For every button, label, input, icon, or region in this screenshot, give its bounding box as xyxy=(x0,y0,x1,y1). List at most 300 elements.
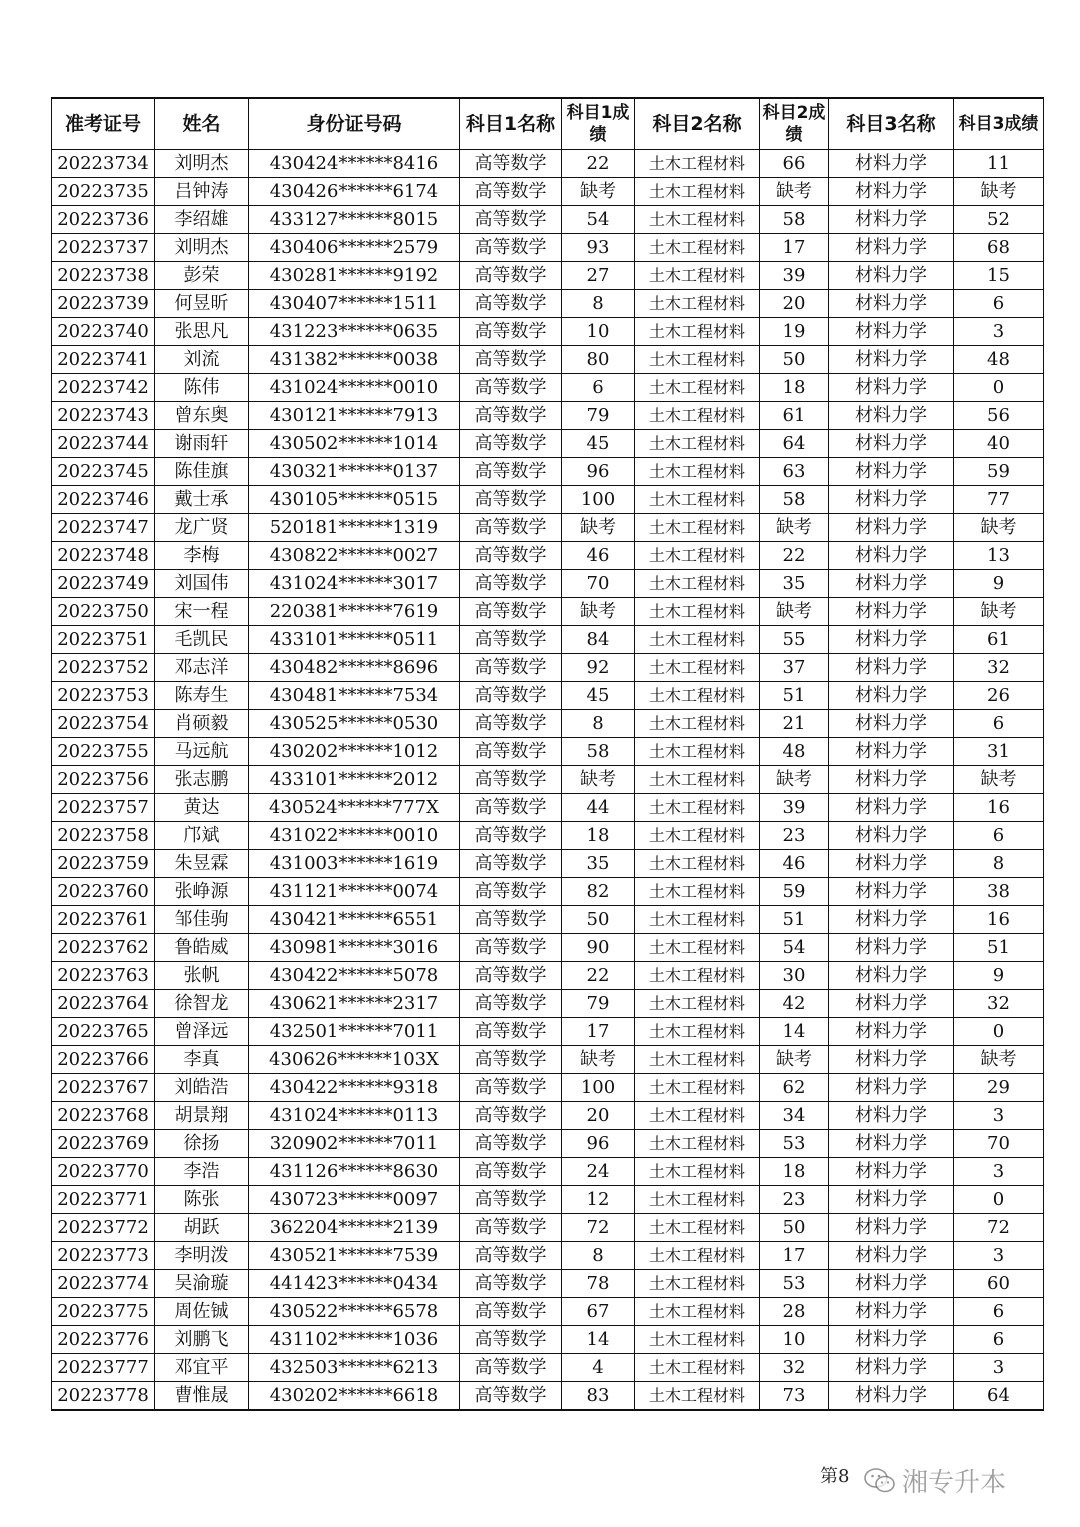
cell-name: 邝斌 xyxy=(155,822,249,850)
table-row xyxy=(52,1298,1044,1326)
cell-subject3-score: 6 xyxy=(954,290,1044,318)
cell-subject3-score: 38 xyxy=(954,878,1044,906)
table-row xyxy=(52,906,1044,934)
cell-exam-id: 20223776 xyxy=(52,1326,155,1354)
cell-id-number: 431382******0038 xyxy=(249,346,460,374)
cell-id-number: 431126******8630 xyxy=(249,1158,460,1186)
cell-exam-id: 20223741 xyxy=(52,346,155,374)
cell-exam-id: 20223768 xyxy=(52,1102,155,1130)
cell-subject1-name: 高等数学 xyxy=(460,150,562,178)
cell-subject3-score: 6 xyxy=(954,822,1044,850)
cell-name: 黄达 xyxy=(155,794,249,822)
cell-subject2-name: 土木工程材料 xyxy=(635,766,760,794)
cell-id-number: 430407******1511 xyxy=(249,290,460,318)
table-row xyxy=(52,346,1044,374)
cell-name: 胡景翔 xyxy=(155,1102,249,1130)
cell-subject2-score: 10 xyxy=(760,1326,829,1354)
cell-subject3-name: 材料力学 xyxy=(829,486,954,514)
table-row xyxy=(52,234,1044,262)
cell-subject1-name: 高等数学 xyxy=(460,1214,562,1242)
cell-id-number: 430424******8416 xyxy=(249,150,460,178)
cell-subject2-score: 66 xyxy=(760,150,829,178)
table-row xyxy=(52,934,1044,962)
cell-name: 曹惟晟 xyxy=(155,1382,249,1411)
cell-exam-id: 20223742 xyxy=(52,374,155,402)
cell-subject2-score: 58 xyxy=(760,206,829,234)
table-row xyxy=(52,458,1044,486)
cell-subject3-name: 材料力学 xyxy=(829,710,954,738)
cell-exam-id: 20223752 xyxy=(52,654,155,682)
cell-subject3-name: 材料力学 xyxy=(829,234,954,262)
cell-subject1-score: 100 xyxy=(562,1074,635,1102)
cell-subject1-name: 高等数学 xyxy=(460,598,562,626)
cell-name: 徐扬 xyxy=(155,1130,249,1158)
cell-subject3-score: 51 xyxy=(954,934,1044,962)
table-row xyxy=(52,1270,1044,1298)
cell-subject2-name: 土木工程材料 xyxy=(635,1018,760,1046)
cell-name: 彭荣 xyxy=(155,262,249,290)
cell-subject2-name: 土木工程材料 xyxy=(635,1354,760,1382)
score-table xyxy=(51,97,1044,1411)
cell-id-number: 431024******3017 xyxy=(249,570,460,598)
cell-subject3-name: 材料力学 xyxy=(829,990,954,1018)
cell-name: 邓志洋 xyxy=(155,654,249,682)
header-subject2-name: 科目2名称 xyxy=(635,98,760,150)
cell-subject1-score: 83 xyxy=(562,1382,635,1411)
cell-subject1-name: 高等数学 xyxy=(460,486,562,514)
cell-subject2-name: 土木工程材料 xyxy=(635,1326,760,1354)
cell-name: 陈寿生 xyxy=(155,682,249,710)
cell-subject1-name: 高等数学 xyxy=(460,262,562,290)
cell-subject1-score: 缺考 xyxy=(562,178,635,206)
cell-subject1-name: 高等数学 xyxy=(460,710,562,738)
cell-subject1-name: 高等数学 xyxy=(460,682,562,710)
cell-subject2-score: 35 xyxy=(760,570,829,598)
cell-subject2-score: 50 xyxy=(760,1214,829,1242)
table-row xyxy=(52,962,1044,990)
cell-id-number: 431022******0010 xyxy=(249,822,460,850)
cell-subject2-name: 土木工程材料 xyxy=(635,318,760,346)
cell-subject3-name: 材料力学 xyxy=(829,1130,954,1158)
cell-subject2-score: 55 xyxy=(760,626,829,654)
cell-id-number: 430105******0515 xyxy=(249,486,460,514)
cell-exam-id: 20223769 xyxy=(52,1130,155,1158)
cell-subject3-name: 材料力学 xyxy=(829,570,954,598)
cell-subject2-name: 土木工程材料 xyxy=(635,458,760,486)
cell-subject3-name: 材料力学 xyxy=(829,430,954,458)
cell-subject3-score: 68 xyxy=(954,234,1044,262)
cell-subject2-score: 缺考 xyxy=(760,178,829,206)
cell-subject2-score: 14 xyxy=(760,1018,829,1046)
cell-id-number: 430524******777X xyxy=(249,794,460,822)
cell-name: 鲁皓威 xyxy=(155,934,249,962)
cell-subject2-score: 18 xyxy=(760,1158,829,1186)
table-row xyxy=(52,1186,1044,1214)
cell-name: 李浩 xyxy=(155,1158,249,1186)
cell-subject1-name: 高等数学 xyxy=(460,178,562,206)
cell-subject3-score: 6 xyxy=(954,1326,1044,1354)
cell-subject1-score: 12 xyxy=(562,1186,635,1214)
cell-subject3-name: 材料力学 xyxy=(829,962,954,990)
cell-subject1-score: 27 xyxy=(562,262,635,290)
cell-subject3-score: 缺考 xyxy=(954,514,1044,542)
cell-exam-id: 20223763 xyxy=(52,962,155,990)
table-row xyxy=(52,626,1044,654)
cell-subject1-score: 45 xyxy=(562,682,635,710)
table-row xyxy=(52,738,1044,766)
cell-subject3-score: 9 xyxy=(954,570,1044,598)
table-header xyxy=(52,98,1044,150)
cell-subject2-name: 土木工程材料 xyxy=(635,1270,760,1298)
table-row xyxy=(52,1242,1044,1270)
cell-exam-id: 20223764 xyxy=(52,990,155,1018)
cell-subject1-name: 高等数学 xyxy=(460,374,562,402)
cell-subject1-score: 18 xyxy=(562,822,635,850)
cell-subject3-name: 材料力学 xyxy=(829,346,954,374)
cell-subject3-score: 3 xyxy=(954,1158,1044,1186)
page-footer xyxy=(820,1462,849,1488)
cell-subject2-name: 土木工程材料 xyxy=(635,262,760,290)
cell-subject1-score: 50 xyxy=(562,906,635,934)
cell-subject3-name: 材料力学 xyxy=(829,598,954,626)
cell-subject1-score: 46 xyxy=(562,542,635,570)
cell-subject1-name: 高等数学 xyxy=(460,1046,562,1074)
cell-id-number: 220381******7619 xyxy=(249,598,460,626)
cell-subject1-name: 高等数学 xyxy=(460,542,562,570)
cell-subject2-score: 18 xyxy=(760,374,829,402)
cell-subject3-name: 材料力学 xyxy=(829,682,954,710)
cell-name: 张帆 xyxy=(155,962,249,990)
cell-subject3-score: 0 xyxy=(954,1186,1044,1214)
header-name: 姓名 xyxy=(155,98,249,150)
cell-subject2-name: 土木工程材料 xyxy=(635,346,760,374)
cell-id-number: 431024******0113 xyxy=(249,1102,460,1130)
cell-exam-id: 20223737 xyxy=(52,234,155,262)
cell-name: 陈伟 xyxy=(155,374,249,402)
cell-subject2-score: 51 xyxy=(760,906,829,934)
table-row xyxy=(52,290,1044,318)
cell-subject3-score: 13 xyxy=(954,542,1044,570)
cell-subject2-name: 土木工程材料 xyxy=(635,626,760,654)
cell-name: 李绍雄 xyxy=(155,206,249,234)
cell-name: 张志鹏 xyxy=(155,766,249,794)
cell-subject2-name: 土木工程材料 xyxy=(635,1214,760,1242)
cell-subject3-name: 材料力学 xyxy=(829,1270,954,1298)
cell-subject2-name: 土木工程材料 xyxy=(635,1158,760,1186)
cell-subject1-name: 高等数学 xyxy=(460,1018,562,1046)
cell-id-number: 432501******7011 xyxy=(249,1018,460,1046)
cell-subject3-name: 材料力学 xyxy=(829,934,954,962)
cell-subject3-name: 材料力学 xyxy=(829,822,954,850)
cell-name: 张峥源 xyxy=(155,878,249,906)
cell-subject3-score: 29 xyxy=(954,1074,1044,1102)
cell-subject2-name: 土木工程材料 xyxy=(635,402,760,430)
cell-subject1-score: 4 xyxy=(562,1354,635,1382)
cell-subject3-score: 3 xyxy=(954,1354,1044,1382)
header-subject3-name: 科目3名称 xyxy=(829,98,954,150)
cell-subject1-name: 高等数学 xyxy=(460,1326,562,1354)
cell-subject2-score: 缺考 xyxy=(760,598,829,626)
cell-subject2-score: 73 xyxy=(760,1382,829,1411)
cell-subject3-name: 材料力学 xyxy=(829,1018,954,1046)
cell-subject2-name: 土木工程材料 xyxy=(635,1130,760,1158)
cell-subject2-score: 39 xyxy=(760,262,829,290)
cell-subject2-score: 58 xyxy=(760,486,829,514)
cell-subject3-score: 16 xyxy=(954,794,1044,822)
header-subject3-score: 科目3成绩 xyxy=(954,98,1044,150)
header-subject1-score: 科目1成绩 xyxy=(562,98,635,150)
cell-subject2-name: 土木工程材料 xyxy=(635,962,760,990)
cell-subject3-name: 材料力学 xyxy=(829,458,954,486)
cell-subject2-score: 42 xyxy=(760,990,829,1018)
cell-subject3-score: 3 xyxy=(954,1242,1044,1270)
cell-id-number: 430521******7539 xyxy=(249,1242,460,1270)
cell-id-number: 430421******6551 xyxy=(249,906,460,934)
cell-subject3-score: 77 xyxy=(954,486,1044,514)
cell-subject2-name: 土木工程材料 xyxy=(635,234,760,262)
cell-subject1-score: 8 xyxy=(562,290,635,318)
table-row xyxy=(52,402,1044,430)
cell-subject1-name: 高等数学 xyxy=(460,1242,562,1270)
cell-subject1-name: 高等数学 xyxy=(460,458,562,486)
cell-subject1-name: 高等数学 xyxy=(460,206,562,234)
cell-subject1-score: 90 xyxy=(562,934,635,962)
cell-exam-id: 20223758 xyxy=(52,822,155,850)
cell-subject3-name: 材料力学 xyxy=(829,766,954,794)
cell-subject3-score: 缺考 xyxy=(954,598,1044,626)
table-row xyxy=(52,1046,1044,1074)
cell-id-number: 431121******0074 xyxy=(249,878,460,906)
cell-subject3-name: 材料力学 xyxy=(829,178,954,206)
cell-subject1-name: 高等数学 xyxy=(460,234,562,262)
cell-exam-id: 20223748 xyxy=(52,542,155,570)
cell-subject3-name: 材料力学 xyxy=(829,626,954,654)
header-id-number: 身份证号码 xyxy=(249,98,460,150)
cell-exam-id: 20223739 xyxy=(52,290,155,318)
cell-subject1-score: 8 xyxy=(562,710,635,738)
cell-subject1-name: 高等数学 xyxy=(460,1130,562,1158)
cell-name: 刘流 xyxy=(155,346,249,374)
cell-subject2-name: 土木工程材料 xyxy=(635,542,760,570)
cell-subject1-score: 22 xyxy=(562,962,635,990)
cell-exam-id: 20223754 xyxy=(52,710,155,738)
cell-subject1-score: 67 xyxy=(562,1298,635,1326)
cell-id-number: 430202******1012 xyxy=(249,738,460,766)
cell-subject3-score: 32 xyxy=(954,990,1044,1018)
cell-id-number: 430723******0097 xyxy=(249,1186,460,1214)
cell-subject3-name: 材料力学 xyxy=(829,1298,954,1326)
cell-subject3-name: 材料力学 xyxy=(829,1242,954,1270)
cell-subject1-score: 8 xyxy=(562,1242,635,1270)
cell-subject3-name: 材料力学 xyxy=(829,1186,954,1214)
table-row xyxy=(52,1074,1044,1102)
cell-subject1-name: 高等数学 xyxy=(460,850,562,878)
cell-subject2-score: 48 xyxy=(760,738,829,766)
cell-subject3-score: 52 xyxy=(954,206,1044,234)
cell-id-number: 431024******0010 xyxy=(249,374,460,402)
cell-subject2-name: 土木工程材料 xyxy=(635,1298,760,1326)
cell-subject3-name: 材料力学 xyxy=(829,1074,954,1102)
cell-exam-id: 20223760 xyxy=(52,878,155,906)
cell-subject1-score: 70 xyxy=(562,570,635,598)
cell-id-number: 431003******1619 xyxy=(249,850,460,878)
cell-subject1-name: 高等数学 xyxy=(460,626,562,654)
cell-name: 马远航 xyxy=(155,738,249,766)
cell-subject2-name: 土木工程材料 xyxy=(635,1186,760,1214)
cell-subject3-name: 材料力学 xyxy=(829,1354,954,1382)
cell-subject2-name: 土木工程材料 xyxy=(635,710,760,738)
cell-subject1-score: 79 xyxy=(562,990,635,1018)
cell-id-number: 430202******6618 xyxy=(249,1382,460,1411)
cell-subject2-name: 土木工程材料 xyxy=(635,486,760,514)
cell-id-number: 431223******0635 xyxy=(249,318,460,346)
table-row xyxy=(52,206,1044,234)
cell-subject3-score: 16 xyxy=(954,906,1044,934)
cell-id-number: 430481******7534 xyxy=(249,682,460,710)
table-row xyxy=(52,1102,1044,1130)
cell-subject1-score: 84 xyxy=(562,626,635,654)
cell-subject2-score: 缺考 xyxy=(760,1046,829,1074)
cell-subject3-score: 缺考 xyxy=(954,766,1044,794)
table-row xyxy=(52,1354,1044,1382)
cell-name: 邓宜平 xyxy=(155,1354,249,1382)
cell-exam-id: 20223753 xyxy=(52,682,155,710)
cell-subject3-score: 64 xyxy=(954,1382,1044,1411)
cell-subject3-name: 材料力学 xyxy=(829,1382,954,1411)
cell-subject2-score: 50 xyxy=(760,346,829,374)
cell-subject2-score: 17 xyxy=(760,234,829,262)
cell-exam-id: 20223771 xyxy=(52,1186,155,1214)
cell-name: 陈张 xyxy=(155,1186,249,1214)
cell-subject1-score: 44 xyxy=(562,794,635,822)
cell-subject1-score: 72 xyxy=(562,1214,635,1242)
cell-subject1-score: 82 xyxy=(562,878,635,906)
table-row xyxy=(52,1158,1044,1186)
cell-subject3-score: 缺考 xyxy=(954,178,1044,206)
cell-exam-id: 20223770 xyxy=(52,1158,155,1186)
cell-id-number: 430321******0137 xyxy=(249,458,460,486)
cell-subject2-name: 土木工程材料 xyxy=(635,1382,760,1411)
cell-exam-id: 20223745 xyxy=(52,458,155,486)
cell-id-number: 433127******8015 xyxy=(249,206,460,234)
cell-subject1-name: 高等数学 xyxy=(460,1298,562,1326)
cell-name: 朱昱霖 xyxy=(155,850,249,878)
cell-subject2-name: 土木工程材料 xyxy=(635,374,760,402)
cell-subject2-name: 土木工程材料 xyxy=(635,850,760,878)
cell-name: 李梅 xyxy=(155,542,249,570)
cell-subject1-score: 35 xyxy=(562,850,635,878)
cell-subject1-name: 高等数学 xyxy=(460,402,562,430)
cell-name: 吴渝璇 xyxy=(155,1270,249,1298)
cell-subject3-score: 9 xyxy=(954,962,1044,990)
cell-subject3-score: 60 xyxy=(954,1270,1044,1298)
cell-subject2-score: 30 xyxy=(760,962,829,990)
cell-subject1-name: 高等数学 xyxy=(460,1270,562,1298)
cell-name: 刘皓浩 xyxy=(155,1074,249,1102)
table-row xyxy=(52,1214,1044,1242)
cell-subject2-name: 土木工程材料 xyxy=(635,990,760,1018)
cell-subject3-name: 材料力学 xyxy=(829,542,954,570)
cell-exam-id: 20223738 xyxy=(52,262,155,290)
cell-name: 刘明杰 xyxy=(155,150,249,178)
cell-subject2-name: 土木工程材料 xyxy=(635,1102,760,1130)
cell-subject1-name: 高等数学 xyxy=(460,794,562,822)
cell-subject1-score: 14 xyxy=(562,1326,635,1354)
cell-subject3-name: 材料力学 xyxy=(829,402,954,430)
table-row xyxy=(52,1018,1044,1046)
page-number: 第8 xyxy=(820,1466,850,1487)
cell-subject1-score: 78 xyxy=(562,1270,635,1298)
table-row xyxy=(52,766,1044,794)
cell-id-number: 430981******3016 xyxy=(249,934,460,962)
cell-subject1-name: 高等数学 xyxy=(460,766,562,794)
header-subject1-name: 科目1名称 xyxy=(460,98,562,150)
cell-subject1-name: 高等数学 xyxy=(460,430,562,458)
cell-subject1-name: 高等数学 xyxy=(460,1074,562,1102)
cell-exam-id: 20223762 xyxy=(52,934,155,962)
cell-subject1-name: 高等数学 xyxy=(460,878,562,906)
cell-name: 胡跃 xyxy=(155,1214,249,1242)
cell-subject3-score: 6 xyxy=(954,1298,1044,1326)
cell-id-number: 430422******9318 xyxy=(249,1074,460,1102)
cell-subject3-name: 材料力学 xyxy=(829,1158,954,1186)
cell-subject1-score: 92 xyxy=(562,654,635,682)
cell-name: 徐智龙 xyxy=(155,990,249,1018)
cell-exam-id: 20223744 xyxy=(52,430,155,458)
cell-subject2-score: 54 xyxy=(760,934,829,962)
cell-subject2-score: 23 xyxy=(760,822,829,850)
cell-name: 何昱昕 xyxy=(155,290,249,318)
cell-name: 毛凯民 xyxy=(155,626,249,654)
cell-subject2-score: 39 xyxy=(760,794,829,822)
cell-subject2-name: 土木工程材料 xyxy=(635,1046,760,1074)
table-row xyxy=(52,178,1044,206)
cell-exam-id: 20223746 xyxy=(52,486,155,514)
table-row xyxy=(52,654,1044,682)
cell-name: 刘明杰 xyxy=(155,234,249,262)
cell-exam-id: 20223736 xyxy=(52,206,155,234)
cell-exam-id: 20223759 xyxy=(52,850,155,878)
cell-subject3-name: 材料力学 xyxy=(829,514,954,542)
cell-name: 刘国伟 xyxy=(155,570,249,598)
cell-name: 李真 xyxy=(155,1046,249,1074)
cell-subject2-name: 土木工程材料 xyxy=(635,1074,760,1102)
cell-exam-id: 20223757 xyxy=(52,794,155,822)
cell-subject2-score: 20 xyxy=(760,290,829,318)
cell-subject2-name: 土木工程材料 xyxy=(635,682,760,710)
cell-subject1-score: 20 xyxy=(562,1102,635,1130)
table-row xyxy=(52,1130,1044,1158)
cell-subject1-name: 高等数学 xyxy=(460,822,562,850)
cell-subject3-score: 0 xyxy=(954,374,1044,402)
cell-subject2-score: 22 xyxy=(760,542,829,570)
cell-id-number: 320902******7011 xyxy=(249,1130,460,1158)
cell-exam-id: 20223772 xyxy=(52,1214,155,1242)
cell-subject2-name: 土木工程材料 xyxy=(635,794,760,822)
cell-id-number: 430502******1014 xyxy=(249,430,460,458)
cell-subject1-score: 24 xyxy=(562,1158,635,1186)
cell-id-number: 430426******6174 xyxy=(249,178,460,206)
cell-subject1-score: 96 xyxy=(562,1130,635,1158)
cell-subject3-score: 59 xyxy=(954,458,1044,486)
cell-subject2-name: 土木工程材料 xyxy=(635,206,760,234)
cell-subject3-name: 材料力学 xyxy=(829,1326,954,1354)
cell-subject3-name: 材料力学 xyxy=(829,738,954,766)
cell-subject2-name: 土木工程材料 xyxy=(635,178,760,206)
cell-subject3-name: 材料力学 xyxy=(829,206,954,234)
cell-id-number: 433101******2012 xyxy=(249,766,460,794)
cell-name: 曾东奥 xyxy=(155,402,249,430)
